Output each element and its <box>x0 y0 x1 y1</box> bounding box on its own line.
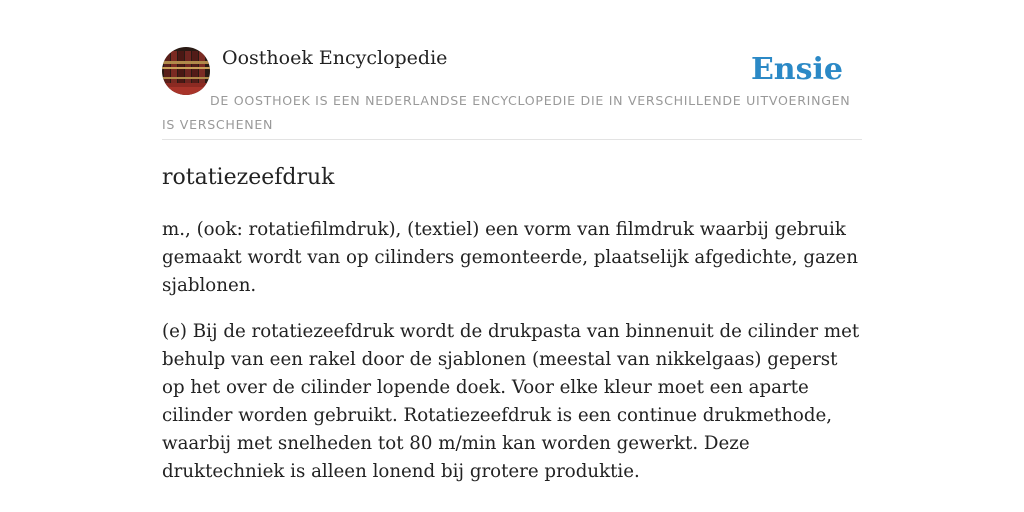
encyclopedia-books-icon <box>162 47 210 95</box>
site-title[interactable]: Oosthoek Encyclopedie <box>222 47 448 69</box>
avatar[interactable] <box>162 47 210 95</box>
entry-paragraph: (e) Bij de rotatiezeefdruk wordt de drukpasta van binnenuit de cilinder met behulp van een rakel door de sjablonen (meestal van nikkelgaas) geperst op het over de cilinder lopende doek. Voor elke kleur moet een aparte cilinder worden gebruikt. Rotatiezeefdruk is een continue drukmethode, waarbij met snelheden tot 80 m/min kan worden gewerkt. Deze druktechniek is alleen lonend bij grotere produktie. <box>162 321 860 482</box>
site-tagline: DE OOSTHOEK IS EEN NEDERLANDSE ENCYCLOPEDIE DIE IN VERSCHILLENDE UITVOERINGEN IS VERSCHENEN <box>162 93 851 132</box>
brand-logo[interactable]: Ensie <box>750 52 843 87</box>
header-divider <box>162 139 862 140</box>
entry-title: rotatiezeefdruk <box>162 165 335 190</box>
entry-paragraph: m., (ook: rotatiefilmdruk), (textiel) een vorm van filmdruk waarbij gebruik gemaakt wordt van op cilinders gemonteerde, plaatselijk afgedichte, gazen sjablonen. <box>162 219 858 296</box>
entry-body <box>162 216 862 504</box>
